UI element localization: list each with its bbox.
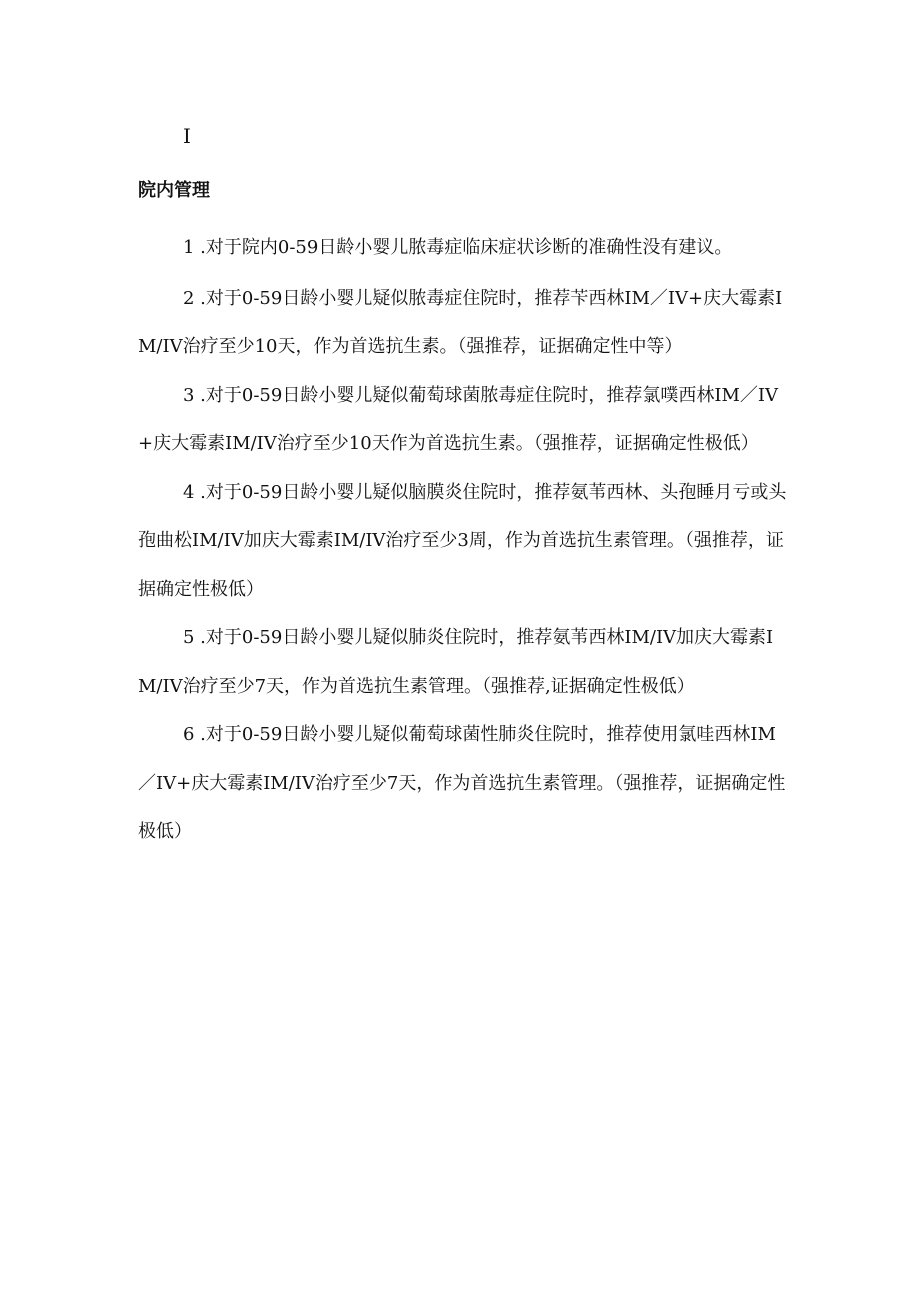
item-number: 6 [183,724,195,745]
recommendation-list [138,224,788,857]
item-text: .对于0-59日龄小婴儿疑似葡萄球菌脓毒症住院时，推荐氯噗西林IM／IV+庆大霉素IM/IV治疗至少10天作为首选抗生素。（强推荐，证据确定性极低） [138,384,778,454]
recommendation-item-5 [138,614,788,711]
item-number: 3 [183,384,195,406]
section-marker: I [183,124,191,148]
item-number: 5 [183,627,195,648]
item-number: 4 [183,481,195,503]
recommendation-item-4 [138,469,788,615]
recommendation-item-1 [138,224,788,273]
item-text: .对于0-59日龄小婴儿疑似肺炎住院时，推荐氨苇西林IM/IV加庆大霉素IM/IV治疗至少7天，作为首选抗生素管理。（强推荐,证据确定性极低） [138,627,774,697]
item-text: .对于0-59日龄小婴儿疑似脓毒症住院时，推荐苄西林IM／IV+庆大霉素IM/IV治疗至少10天，作为首选抗生素。（强推荐，证据确定性中等） [138,287,783,357]
item-number: 1 [183,237,195,258]
item-number: 2 [183,287,195,309]
item-text: .对于0-59日龄小婴儿疑似葡萄球菌性肺炎住院时，推荐使用氯哇西林IM／IV+庆大霉素IM/IV治疗至少7天，作为首选抗生素管理。（强推荐，证据确定性极低） [138,724,786,842]
recommendation-item-3 [138,372,788,469]
section-heading: 院内管理 [138,180,210,201]
item-text: .对于院内0-59日龄小婴儿脓毒症临床症状诊断的准确性没有建议。 [194,237,733,258]
item-text: .对于0-59日龄小婴儿疑似脑膜炎住院时，推荐氨苇西林、头孢睡月亏或头孢曲松IM/IV加庆大霉素IM/IV治疗至少3周，作为首选抗生素管理。（强推荐，证据确定性极低） [138,481,787,600]
recommendation-item-6 [138,711,788,857]
recommendation-item-2 [138,275,788,372]
